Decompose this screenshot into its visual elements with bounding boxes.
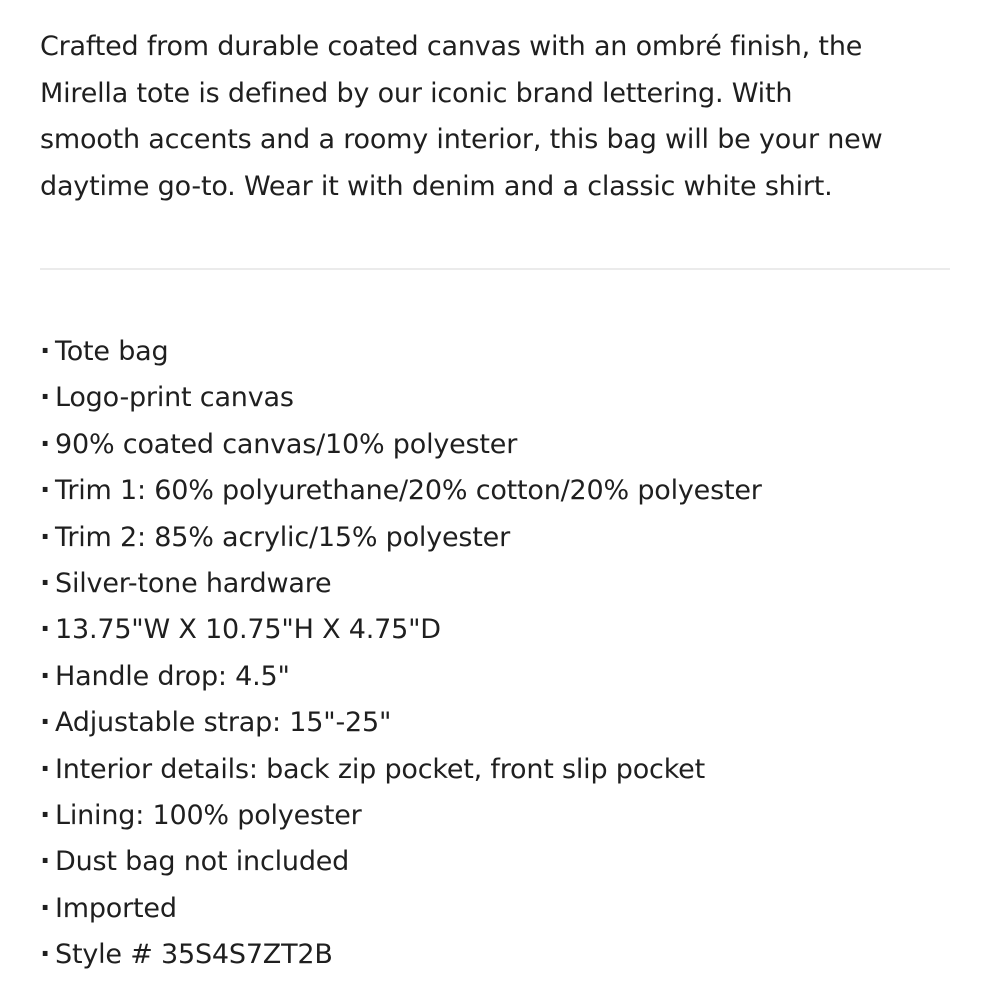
detail-text: Imported <box>55 892 177 924</box>
list-item <box>40 375 960 421</box>
description-line: smooth accents and a roomy interior, this bag will be your new <box>40 124 883 155</box>
detail-text: Trim 2: 85% acrylic/15% polyester <box>55 521 510 553</box>
detail-text: Tote bag <box>55 336 169 367</box>
detail-text: Interior details: back zip pocket, front slip pocket <box>55 753 705 785</box>
detail-text: Adjustable strap: 15"-25" <box>55 707 392 739</box>
list-item <box>40 468 960 514</box>
list-item <box>40 607 960 653</box>
description-line: Mirella tote is defined by our iconic brand lettering. With <box>40 77 793 109</box>
bullet-icon: · <box>40 939 51 971</box>
list-item <box>40 886 960 932</box>
section-divider <box>40 268 950 270</box>
bullet-icon: · <box>40 614 51 646</box>
detail-text: Style # 35S4S7ZT2B <box>55 939 333 971</box>
description-line: daytime go-to. Wear it with denim and a classic white shirt. <box>40 170 833 202</box>
description-line: Crafted from durable coated canvas with an ombré finish, the <box>40 31 863 62</box>
detail-text: Silver-tone hardware <box>55 568 332 600</box>
list-item <box>40 793 960 839</box>
detail-text: 90% coated canvas/10% polyester <box>55 428 518 460</box>
detail-text: 13.75"W X 10.75"H X 4.75"D <box>55 614 441 646</box>
detail-text: Handle drop: 4.5" <box>55 660 290 692</box>
bullet-icon: · <box>40 846 51 878</box>
bullet-icon: · <box>40 521 51 553</box>
detail-text: Lining: 100% polyester <box>55 800 362 832</box>
product-details-list <box>40 329 960 979</box>
bullet-icon: · <box>40 800 51 832</box>
list-item <box>40 561 960 607</box>
bullet-icon: · <box>40 660 51 692</box>
list-item <box>40 329 960 375</box>
bullet-icon: · <box>40 475 51 507</box>
list-item <box>40 700 960 746</box>
detail-text: Trim 1: 60% polyurethane/20% cotton/20% polyester <box>55 475 762 507</box>
list-item <box>40 747 960 793</box>
list-item <box>40 839 960 885</box>
detail-text: Logo-print canvas <box>55 382 294 414</box>
detail-text: Dust bag not included <box>55 846 350 878</box>
list-item <box>40 932 960 978</box>
bullet-icon: · <box>40 707 51 739</box>
bullet-icon: · <box>40 892 51 924</box>
bullet-icon: · <box>40 568 51 600</box>
bullet-icon: · <box>40 382 51 414</box>
product-description <box>40 24 960 210</box>
list-item <box>40 654 960 700</box>
list-item <box>40 515 960 561</box>
bullet-icon: · <box>40 428 51 460</box>
list-item <box>40 422 960 468</box>
bullet-icon: · <box>40 336 51 367</box>
bullet-icon: · <box>40 753 51 785</box>
